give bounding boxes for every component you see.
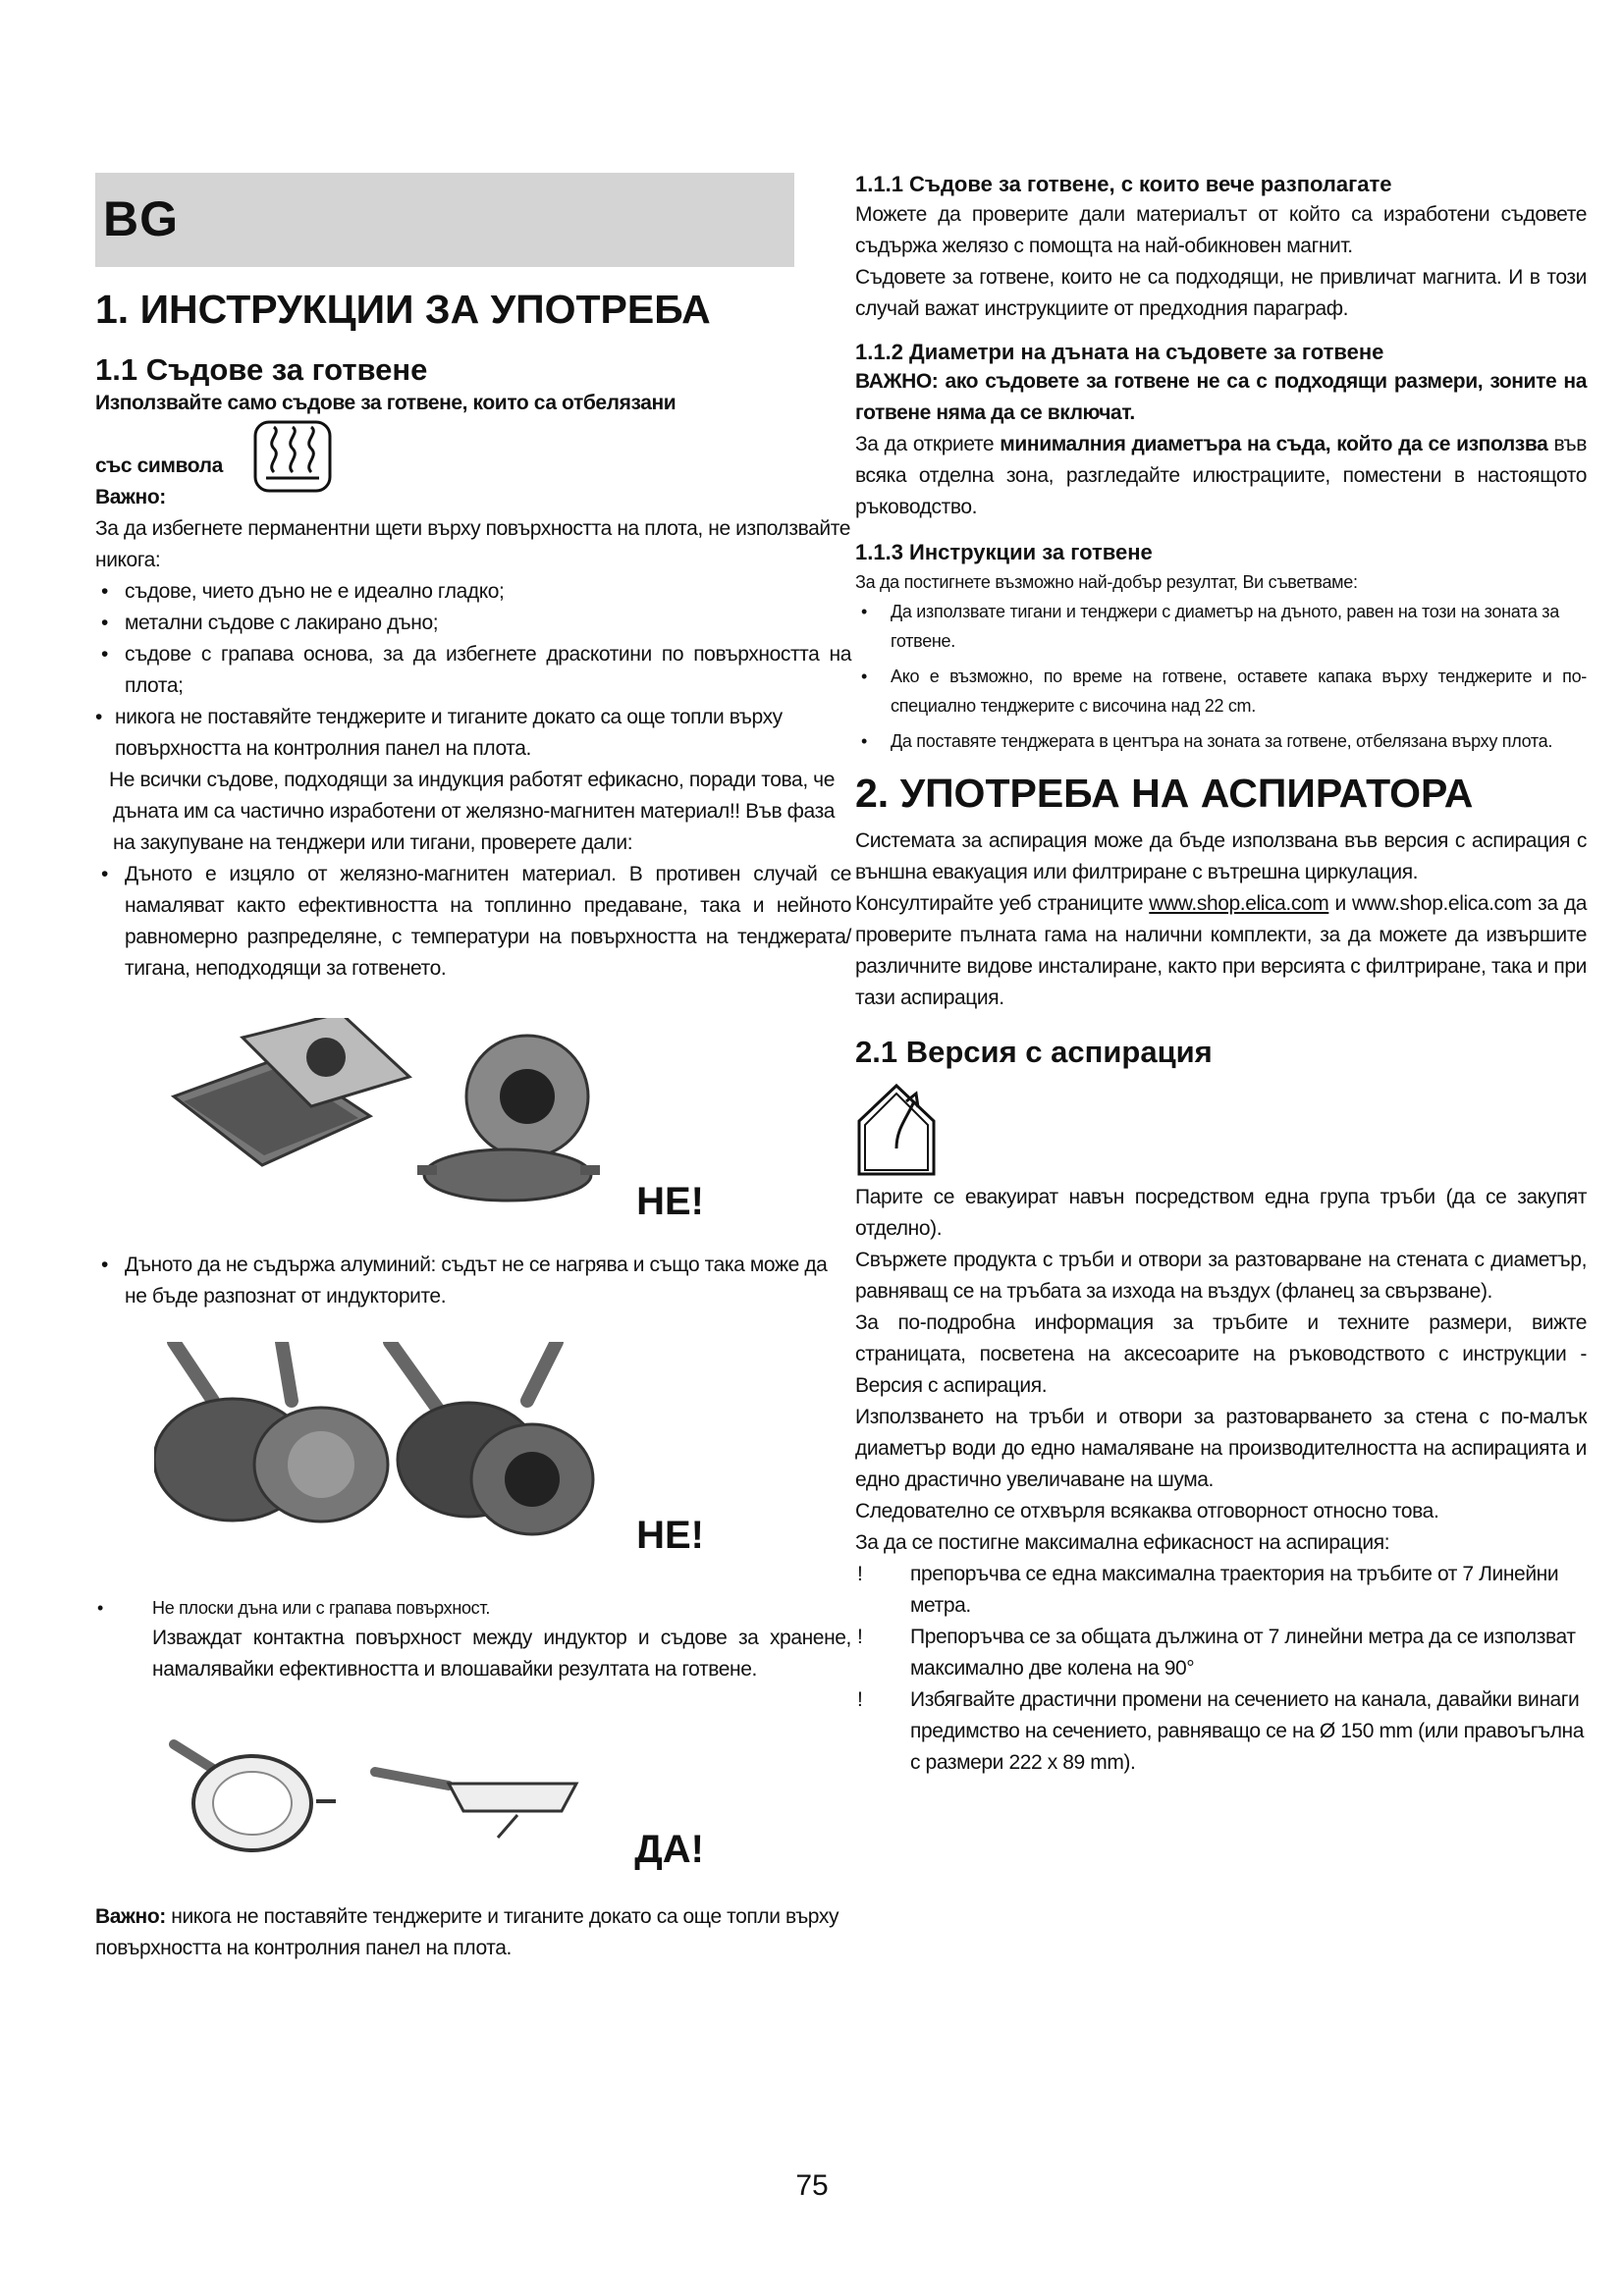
ducted-p6: За да се постигне максимална ефикасност на аспирация: [855,1531,1390,1555]
list-item: • Не плоски дъна или с грапава повърхност. [97,1598,491,1619]
intro-bold: Използвайте само съдове за готвене, които са отбелязани [95,392,677,415]
intro-paragraph: За да избегнете перманентни щети върху повърхността на плота, не използвайте никога: [95,517,850,572]
section-2-1-title: 2.1 Версия с аспирация [855,1034,1213,1069]
diameter-warning: ВАЖНО: ако съдовете за готвене не са с подходящи размери, зоните на готвене няма да се включат. [855,370,1587,425]
cooking-intro: За да постигнете възможно най-добър резултат, Ви съветваме: [855,571,1358,592]
ducted-p1: Парите се евакуират навън посредством една група тръби (да се закупят отделно). [855,1186,1587,1241]
list-item: • Да използвате тигани и тенджери с диаметър на дъното, равен на този на зоната за готвене. [861,601,1559,651]
ducted-icon-row [855,1080,1587,1182]
flat-bottom-body: Изваждат контактна повърхност между индуктор и съдове за хранене, намалявайки ефективността и влошавайки резултата на готвене. [152,1627,851,1682]
list-item: ! препоръчва се една максимална траектория на тръбите от 7 Линейни метра. [857,1563,1559,1618]
language-tag: BG [103,191,179,246]
verdict-no-2: НЕ! [636,1514,704,1558]
ducted-p5: Следователно се отхвърля всякаква отговорност относно това. [855,1500,1439,1523]
shop-link[interactable]: www.shop.elica.com [1149,891,1329,915]
ducted-exhaust-icon [855,1080,940,1178]
list-item: • Ако е възможно, по време на готвене, оставете капака върху тенджерите и по-специално тенджерите с височина над 22 cm. [861,666,1587,716]
section-1-1-3-title: 1.1.3 Инструкции за готвене [855,540,1153,565]
list-item: • Дъното да не съдържа алуминий: съдът не се нагрява и също така може да не бъде разпознат от индукторите. [101,1254,828,1308]
final-note: Важно: никога не поставяйте тенджерите и тиганите докато са още топли върху повърхността на контролния панел на плота. [95,1905,839,1960]
hood-system-paragraph: Системата за аспирация може да бъде използвана във версия с аспирация с външна евакуация или филтриране с вътрешна циркулация. [855,828,1587,883]
max-efficiency-list [855,1559,1587,1779]
list-item: ! Избягвайте драстични промени на сечението на канала, давайки винаги предимство на сечението, равняващо се на Ø 150 mm (или правоъгълна с размери 222 x 89 mm). [857,1688,1585,1775]
verdict-no-1: НЕ! [636,1180,704,1224]
flat-pan-image [154,1725,586,1862]
left-column [95,288,851,1964]
list-item: • съдове с грапава основа, за да избегнете драскотини по повърхността на плота; [101,643,851,698]
section-2-title: 2. УПОТРЕБА НА АСПИРАТОРА [855,770,1474,816]
illustration-grill-paella [154,1018,704,1224]
ducted-p3: За по-подробна информация за тръбите и техните размери, вижте страницата, посветена на аксесоарите на ръководството с инструкции - Версия с аспирация. [855,1311,1587,1398]
section-1-1-title: 1.1 Съдове за готвене [95,352,428,388]
list-item: • метални съдове с лакирано дъно; [101,612,439,635]
list-item: • никога не поставяйте тенджерите и тиганите докато са още топли върху повърхността на контролния панел на плота. [95,706,783,761]
efficiency-paragraph: Не всички съдове, подходящи за индукция работят ефикасно, поради това, че дъната им са частично изработени от желязно-магнитен материал!! Във фаза на закупуване на тенджери или тигани, проверете дали: [109,769,836,855]
unsuitable-paragraph: Съдовете за готвене, които не са подходящи, не привличат магнита. И в този случай важат инструкциите от предходния параграф. [855,265,1587,320]
grill-paella-pans-image [154,1018,606,1214]
language-band [95,173,794,267]
website-paragraph: Консултирайте уеб страниците www.shop.elica.com и www.shop.elica.com за да проверите пълната гама на налични комплекти, за да можете да извършите различните видове инсталиране, както при версията с филтриране, така и при тази аспирация. [855,891,1587,1009]
ducted-p4: Използването на тръби и отвори за разтоварването за стена с по-малък диаметър води до едно намаляване на производителността на аспирацията и едно драстично увеличаване на шума. [855,1406,1587,1492]
frying-pans-image [154,1342,616,1548]
illustration-flat-pan [154,1725,704,1872]
section-1-title: 1. ИНСТРУКЦИИ ЗА УПОТРЕБА [95,287,711,332]
aluminium-list [95,1250,851,1312]
list-item: ! Препоръчва се за общата дължина от 7 линейни метра да се използват максимално две колена на 90° [857,1626,1576,1681]
section-1-1-1-title: 1.1.1 Съдове за готвене, с които вече разполагате [855,172,1392,196]
list-item: • Да поставяте тенджерата в центъра на зоната за готвене, отбелязана върху плота. [861,730,1553,751]
never-list [95,576,851,765]
important-label: Важно: [95,486,166,509]
diameter-paragraph: За да откриете минималния диаметъра на съда, който да се използва във всяка отделна зона, разгледайте илюстрациите, поместени в настоящото ръководство. [855,433,1588,519]
page-number: 75 [795,2169,829,2202]
illustration-frying-pans [154,1342,704,1558]
symbol-text: със символа [95,454,223,478]
induction-symbol-icon [252,419,333,499]
right-column [855,171,1587,1779]
list-item: • съдове, чието дъно не е идеално гладко; [101,580,505,604]
cooking-tips-list [855,597,1587,756]
symbol-row [95,419,851,482]
verdict-yes: ДА! [634,1828,704,1872]
list-item: • Дъното е изцяло от желязно-магнитен материал. В противен случай се намаляват както ефективността на топлинно предаване, така и нейното равномерно разпределяне, с температури на повърхността на тенджерата/тигана, неподходящи за готвенето. [101,863,851,981]
magnet-check-paragraph: Можете да проверите дали материалът от който са изработени съдовете съдържа желязо с помощта на най-обикновен магнит. [855,202,1587,257]
ducted-p2: Свържете продукта с тръби и отвори за разтоварване на стената с диаметър, равняващ се на тръбата за изхода на въздух (фланец за свързване). [855,1249,1587,1304]
section-1-1-2-title: 1.1.2 Диаметри на дъната на съдовете за готвене [855,339,1384,364]
flat-bottom-list [95,1593,851,1623]
check-list [95,859,851,985]
